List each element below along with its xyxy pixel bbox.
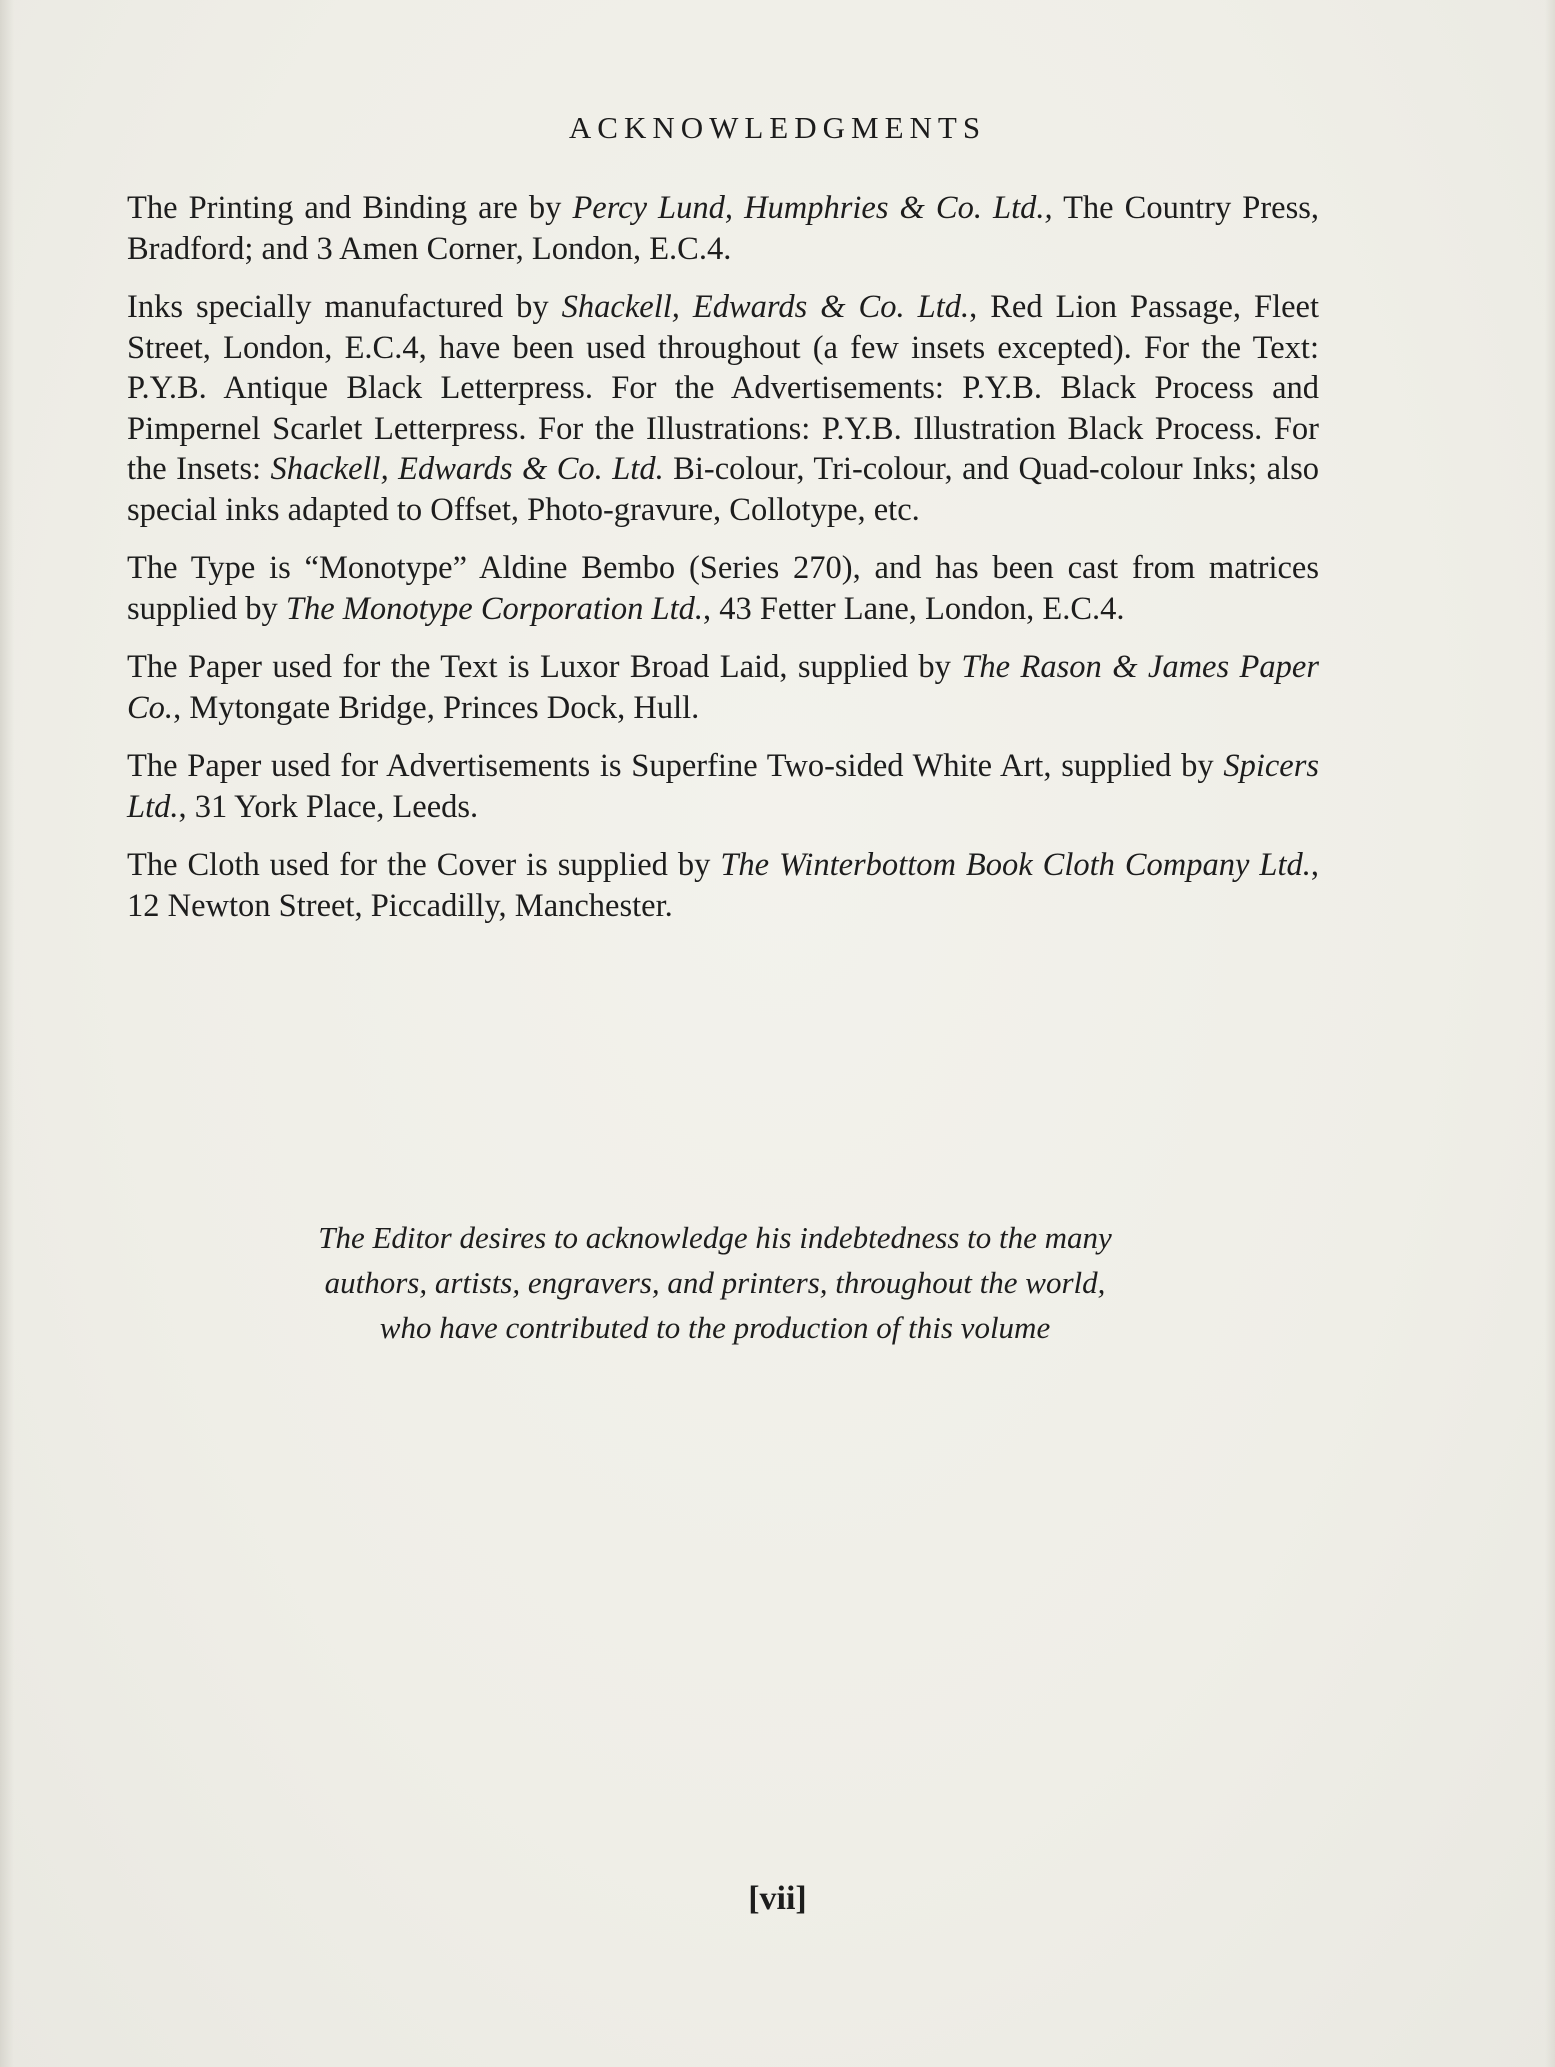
- text-segment: , 31 York Place, Leeds.: [178, 788, 479, 825]
- italic-text-segment: The Monotype Corporation Ltd.: [285, 590, 703, 627]
- acknowledgment-paragraph: [127, 647, 1319, 728]
- acknowledgment-paragraph: [127, 548, 1319, 629]
- acknowledgment-paragraph: [127, 746, 1319, 827]
- acknowledgments-body: [127, 188, 1319, 944]
- text-segment: Inks specially manufactured by: [127, 289, 562, 325]
- page-heading: ACKNOWLEDGMENTS: [568, 110, 987, 145]
- editor-note: The Editor desires to acknowledge his indebtedness to the many authors, artists, engravers, and printers, throughout the world, who have contributed to the production of this volume: [318, 1220, 1112, 1345]
- text-segment: The Paper used for Advertisements is Superfine Two-sided White Art, supplied by: [127, 748, 1224, 784]
- text-segment: , Mytongate Bridge, Princes Dock, Hull.: [173, 689, 700, 726]
- italic-text-segment: Shackell, Edwards & Co. Ltd.: [561, 289, 970, 325]
- text-segment: , 12 Newton Street, Piccadilly, Manchester.: [127, 847, 1319, 924]
- italic-text-segment: The Winterbottom Book Cloth Company Ltd.: [720, 847, 1311, 883]
- italic-text-segment: Percy Lund, Humphries & Co. Ltd.,: [572, 190, 1053, 226]
- italic-text-segment: The Rason & James Paper Co.: [127, 649, 1319, 726]
- italic-text-segment: Spicers Ltd.: [127, 748, 1319, 825]
- acknowledgment-paragraph: [127, 845, 1319, 926]
- acknowledgment-paragraph: [127, 287, 1319, 530]
- text-segment: The Type is “Monotype” Aldine Bembo (Series 270), and has been cast from matrices supplied by: [127, 550, 1319, 627]
- text-segment: Bi-colour, Tri-colour, and Quad-colour Inks; also special inks adapted to Offset, Photo-gravure, Collotype, etc.: [127, 451, 1319, 528]
- text-segment: , 43 Fetter Lane, London, E.C.4.: [702, 590, 1125, 627]
- text-segment: The Cloth used for the Cover is supplied by: [127, 847, 721, 883]
- text-segment: The Printing and Binding are by: [127, 190, 573, 226]
- text-segment: The Paper used for the Text is Luxor Broad Laid, supplied by: [127, 649, 962, 685]
- acknowledgment-paragraph: [127, 188, 1319, 269]
- text-segment: , Red Lion Passage, Fleet Street, London, E.C.4, have been used throughout (a few insets excepted). For the Text: P.Y.B. Antique Black Letterpress. For the Advertisements: P.Y.B. Black Process and Pimpernel Scarlet Letterpress. For the Illustrations: P.Y.B. Illustration Black Process. For the Insets:: [127, 289, 1319, 487]
- page-number: [vii]: [748, 1880, 807, 1917]
- text-segment: The Country Press, Bradford; and 3 Amen Corner, London, E.C.4.: [127, 190, 1319, 267]
- italic-text-segment: Shackell, Edwards & Co. Ltd.: [270, 451, 664, 487]
